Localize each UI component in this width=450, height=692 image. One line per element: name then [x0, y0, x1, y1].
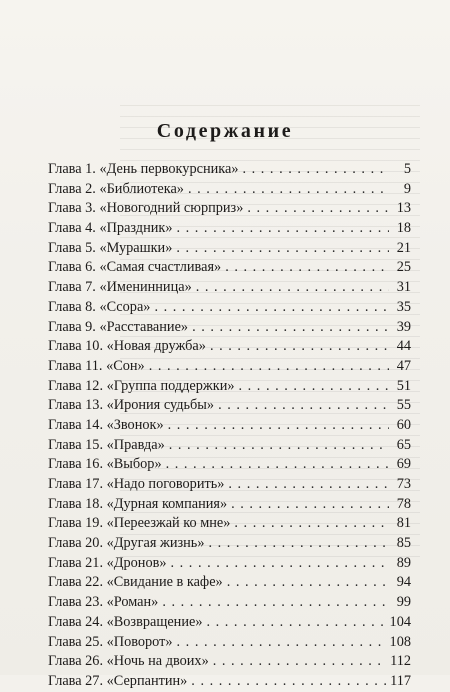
chapter-title: Глава 19. «Переезжай ко мне» — [48, 515, 231, 532]
chapter-title: Глава 26. «Ночь на двоих» — [48, 653, 209, 670]
dot-leader — [162, 593, 389, 613]
dot-leader — [213, 652, 386, 672]
chapter-title: Глава 20. «Другая жизнь» — [48, 535, 205, 552]
dot-leader — [218, 396, 389, 416]
chapter-title: Глава 27. «Серпантин» — [48, 672, 188, 689]
dot-leader — [169, 436, 389, 456]
page-number: 81 — [396, 515, 411, 532]
chapter-title: Глава 22. «Свидание в кафе» — [48, 574, 223, 591]
page-number: 31 — [396, 279, 411, 296]
dot-leader — [171, 554, 390, 574]
page-number: 69 — [396, 456, 411, 473]
page-number: 21 — [396, 239, 411, 256]
dot-leader — [208, 534, 389, 554]
toc-entry — [48, 258, 411, 278]
chapter-title: Глава 9. «Расставание» — [48, 318, 189, 335]
toc-entry — [48, 278, 411, 298]
chapter-title: Глава 18. «Дурная компания» — [48, 495, 228, 512]
page-number: 47 — [396, 357, 411, 374]
page-number: 73 — [396, 476, 411, 492]
chapter-title: Глава 23. «Роман» — [48, 594, 159, 611]
page-number: 25 — [396, 259, 411, 276]
dot-leader — [239, 377, 390, 397]
dot-leader — [168, 416, 389, 436]
page-number: 5 — [403, 161, 411, 177]
chapter-title: Глава 16. «Выбор» — [48, 456, 162, 473]
page-title: Содержание — [156, 120, 294, 142]
chapter-title: Глава 14. «Звонок» — [48, 416, 164, 433]
toc-entry — [48, 377, 411, 397]
chapter-title: Глава 17. «Надо поговорить» — [48, 476, 225, 492]
chapter-title: Глава 3. «Новогодний сюрприз» — [48, 200, 244, 217]
dot-leader — [227, 573, 389, 593]
chapter-title: Глава 25. «Поворот» — [48, 633, 173, 650]
toc-entry — [48, 554, 411, 574]
dot-leader — [176, 219, 389, 239]
chapter-title: Глава 5. «Мурашки» — [48, 239, 173, 256]
table-of-contents — [48, 160, 411, 692]
toc-entry — [48, 436, 411, 456]
toc-entry — [48, 396, 411, 416]
toc-entry — [48, 416, 411, 436]
page-number: 117 — [390, 672, 411, 689]
page-number: 18 — [396, 220, 411, 237]
page-number: 78 — [396, 495, 411, 512]
toc-entry — [48, 219, 411, 239]
toc-entry — [48, 495, 411, 515]
page-number: 89 — [396, 554, 411, 571]
toc-entry — [48, 613, 411, 633]
page-number: 65 — [396, 436, 411, 453]
chapter-title: Глава 21. «Дронов» — [48, 554, 167, 571]
dot-leader — [206, 613, 385, 633]
toc-entry — [48, 160, 411, 180]
dot-leader — [231, 495, 389, 515]
toc-entry — [48, 652, 411, 672]
dot-leader — [176, 239, 389, 259]
chapter-title: Глава 6. «Самая счастливая» — [48, 259, 222, 276]
chapter-title: Глава 12. «Группа поддержки» — [48, 377, 235, 394]
dot-leader — [149, 357, 389, 377]
chapter-title: Глава 13. «Ирония судьбы» — [48, 397, 215, 414]
chapter-title: Глава 2. «Библиотека» — [48, 180, 184, 197]
page-number: 104 — [389, 613, 411, 630]
toc-entry — [48, 199, 411, 219]
toc-entry — [48, 337, 411, 357]
page-number: 35 — [396, 298, 411, 315]
toc-entry — [48, 318, 411, 338]
dot-leader — [247, 199, 389, 219]
chapter-title: Глава 15. «Правда» — [48, 436, 165, 453]
chapter-title: Глава 4. «Праздник» — [48, 220, 173, 237]
page-number: 55 — [396, 397, 411, 414]
chapter-title: Глава 8. «Ссора» — [48, 298, 151, 315]
chapter-title: Глава 7. «Именинница» — [48, 279, 192, 296]
dot-leader — [177, 633, 386, 653]
toc-entry — [48, 514, 411, 534]
chapter-title: Глава 24. «Возвращение» — [48, 613, 203, 630]
page-number: 13 — [396, 200, 411, 217]
dot-leader — [225, 258, 389, 278]
toc-entry — [48, 573, 411, 593]
page-number: 9 — [403, 180, 411, 197]
toc-entry — [48, 239, 411, 259]
toc-entry — [48, 357, 411, 377]
dot-leader — [228, 475, 389, 495]
dot-leader — [196, 278, 389, 298]
chapter-title: Глава 1. «День первокурсника» — [48, 161, 239, 177]
dot-leader — [192, 318, 389, 338]
toc-entry — [48, 475, 411, 495]
page-number: 44 — [396, 338, 411, 355]
toc-entry — [48, 298, 411, 318]
page-number: 112 — [390, 653, 411, 670]
dot-leader — [234, 514, 389, 534]
dot-leader — [166, 455, 389, 475]
page-number: 85 — [396, 535, 411, 552]
dot-leader — [188, 180, 389, 200]
toc-entry — [48, 534, 411, 554]
toc-entry — [48, 593, 411, 613]
chapter-title: Глава 11. «Сон» — [48, 357, 145, 374]
chapter-title: Глава 10. «Новая дружба» — [48, 338, 206, 355]
page-number: 99 — [396, 594, 411, 611]
dot-leader — [154, 298, 389, 318]
toc-entry — [48, 455, 411, 475]
page-number: 94 — [396, 574, 411, 591]
toc-entry — [48, 180, 411, 200]
dot-leader — [242, 160, 389, 180]
dot-leader — [210, 337, 389, 357]
page-number: 60 — [396, 416, 411, 433]
page-number: 108 — [389, 633, 411, 650]
page-number: 39 — [396, 318, 411, 335]
toc-entry — [48, 633, 411, 653]
page-number: 51 — [396, 377, 411, 394]
